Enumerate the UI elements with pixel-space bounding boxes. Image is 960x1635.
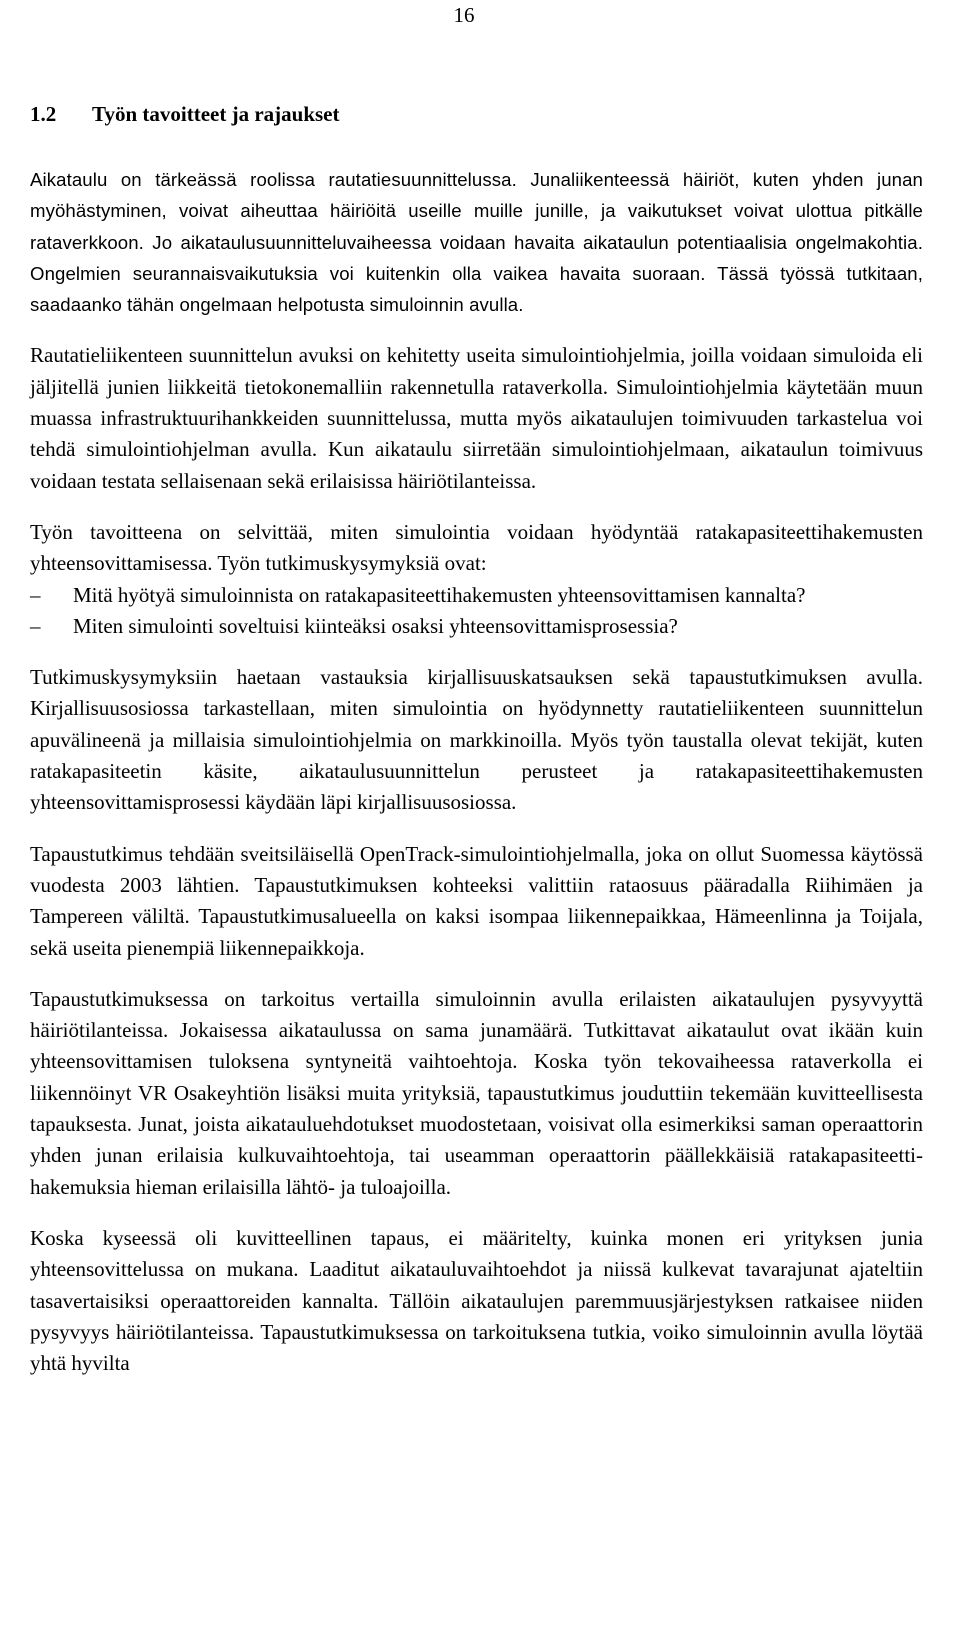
document-body [30,98,923,1399]
paragraph-case-study-purpose: Tapaustutkimuksessa on tarkoitus vertailla simuloinnin avulla erilaisten aikataulujen pysyvyyttä häiriötilanteissa. Jokaisessa aikataulussa on sama junamäärä. Tutkittavat aikataulut ovat ikään kuin yhteensovittamisen tuloksena syntyneitä vaihtoehtoja. Koska työn tekovaiheessa rataverkolla ei liikennöinyt VR Osakeyhtiön lisäksi muita yrityksiä, tapaustutkimus jouduttiin tekemään kuvitteellisesta tapauksesta. Junat, joista aikatauluehdotukset muodostetaan, voisivat olla esimerkiksi saman operaattorin yhden junan erilaisia kulkuvaihtoehtoja, tai useamman operaattorin päällekkäisiä ratakapasiteettihakemuksia hieman erilaisilla lähtö- ja tuloajoilla. [30,986,923,1199]
paragraph-fictional-case: Koska kyseessä oli kuvitteellinen tapaus, ei määritelty, kuinka monen eri yrityksen junia yhteensovittelussa on mukana. Laaditut aikatauluvaihtoehdot ja niissä kulkevat tavarajunat ajateltiin tasavertaisiksi operaattoreiden kannalta. Tällöin aikataulujen paremmuusjärjestyksen ratkaisee niiden pysyvyys häiriötilanteissa. Tapaustutkimuksessa on tarkoituksena tutkia, voiko simuloinnin avulla löytää yhtä hyvilta [30,1225,923,1376]
list-item [30,580,923,611]
paragraph-methods: Tutkimuskysymyksiin haetaan vastauksia kirjallisuuskatsauksen sekä tapaustutkimuksen avulla. Kirjallisuusosiossa tarkastellaan, miten simulointia on hyödynnetty rautatieliikenteen suunnittelun apuvälineenä ja millaisia simulointiohjelmia on markkinoilla. Myös työn taustalla olevat tekijät, kuten ratakapasiteetin käsite, aikataulusuunnittelun perusteet ja ratakapasiteettihakemusten yhteensovittamisprosessi käydään läpi kirjallisuusosiossa. [30,665,923,815]
section-heading [30,98,923,130]
research-questions-list [30,580,923,643]
section-title: Työn tavoitteet ja rajaukset [92,102,340,126]
paragraph-case-study: Tapaustutkimus tehdään sveitsiläisellä OpenTrack-simulointiohjelmalla, joka on ollut Suomessa käytössä vuodesta 2003 lähtien. Tapaustutkimuksen kohteeksi valittiin rataosuus pääradalla Riihimäen ja Tampereen väliltä. Tapaustutkimusalueella on kaksi isompaa liikennepaikkaa, Hämeenlinna ja Toijala, sekä useita pienempiä liikennepaikkoja. [30,841,923,960]
research-question-text: Miten simulointi soveltuisi kiinteäksi osaksi yhteensovittamisprosessia? [73,613,678,638]
paragraph-simulation-programs: Rautatieliikenteen suunnittelun avuksi on kehitetty useita simulointiohjelmia, joilla voidaan simuloida eli jäljitellä junien liikkeitä tietokonemalliin rakennetulla rataverkolla. Simulointiohjelmia käytetään muun muassa infrastruktuurihankkeiden suunnittelussa, mutta myös aikataulujen toimivuuden tarkastelua voi tehdä simulointiohjelman avulla. Kun aikataulu siirretään simulointiohjelmaan, aikataulun toimivuus voidaan testata sellaisenaan sekä erilaisissa häiriötilanteissa. [30,343,923,493]
dash-bullet-icon: – [30,582,41,607]
page-number: 16 [453,3,475,27]
dash-bullet-icon: – [30,613,41,638]
list-item [30,611,923,642]
paragraph-objective: Työn tavoitteena on selvittää, miten simulointia voidaan hyödyntää ratakapasiteettihakemusten yhteensovittamisessa. Työn tutkimuskysymyksiä ovat: [30,519,923,576]
section-number: 1.2 [30,102,57,126]
research-question-text: Mitä hyötyä simuloinnista on ratakapasiteettihakemusten yhteensovittamisen kannalta? [73,582,806,607]
paragraph-intro: Aikataulu on tärkeässä roolissa rautatiesuunnittelussa. Junaliikenteessä häiriöt, kuten yhden junan myöhästyminen, voivat aiheuttaa häiriöitä useille muille junille, ja vaikutukset voivat ulottua pitkälle rataverkkoon. Jo aikataulusuunnitteluvaiheessa voidaan havaita aikataulun potentiaalisia ongelmakohtia. Ongelmien seurannaisvaikutuksia voi kuitenkin olla vaikea havaita suoraan. Tässä työssä tutkitaan, saadaanko tähän ongelmaan helpotusta simuloinnin avulla. [30,169,923,316]
